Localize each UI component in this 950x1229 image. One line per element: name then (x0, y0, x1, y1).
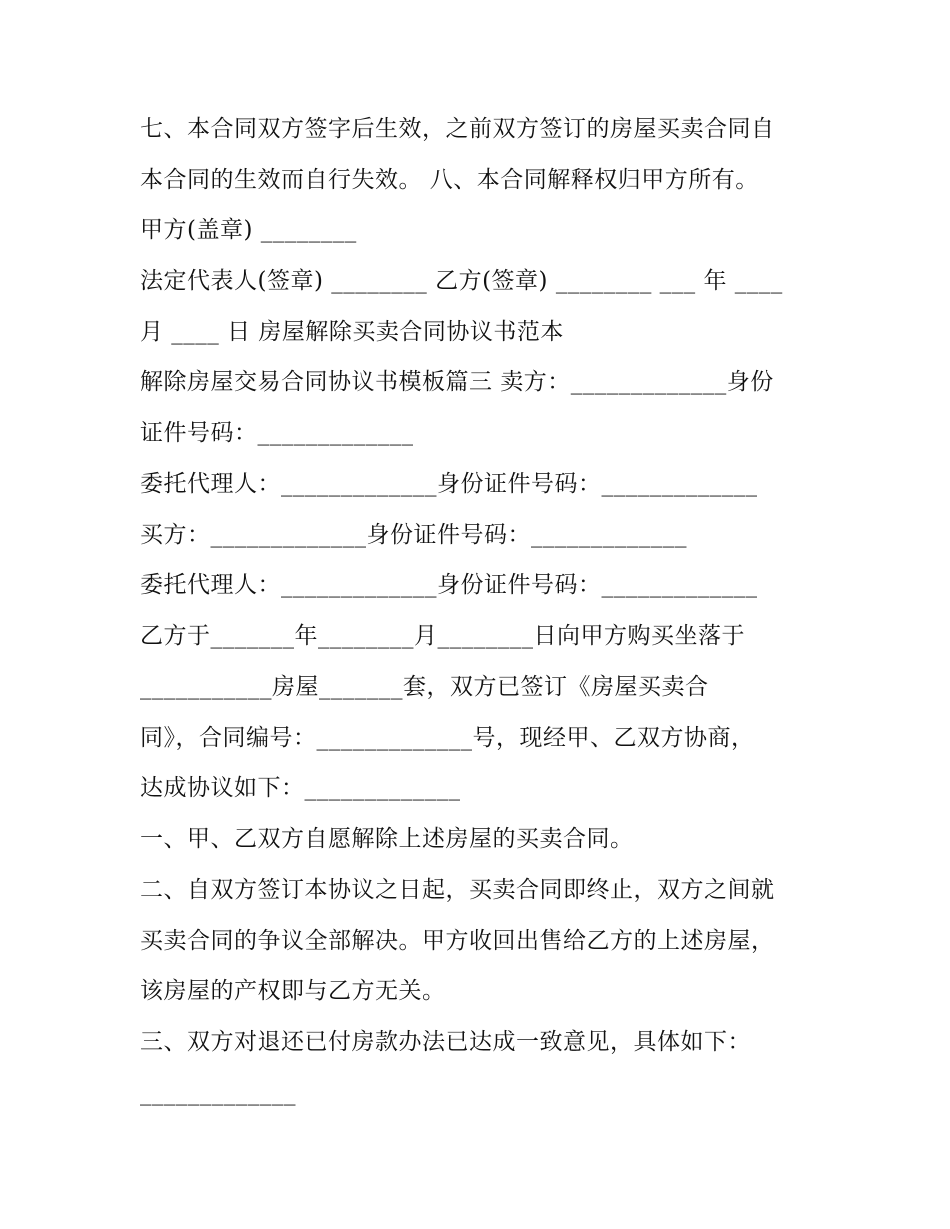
text-line: 甲方(盖章) ________ (140, 217, 357, 243)
text-line: 买卖合同的争议全部解决。甲方收回出售给乙方的上述房屋， (140, 928, 775, 954)
text-line: 三、双方对退还已付房款办法已达成一致意见，具体如下： (140, 1029, 751, 1055)
text-line: 该房屋的产权即与乙方无关。 (140, 978, 446, 1004)
text-line: 本合同的生效而自行失效。 八、本合同解释权归甲方所有。 (140, 167, 759, 193)
text-line: 乙方于_______年________月________日向甲方购买坐落于 (140, 623, 745, 649)
text-line: ___________房屋_______套，双方已签订《房屋买卖合 (140, 674, 709, 700)
text-line: 证件号码：_____________ (140, 420, 414, 446)
text-line: 二、自双方签订本协议之日起，买卖合同即终止，双方之间就 (140, 877, 775, 903)
text-line: 委托代理人：_____________身份证件号码：_____________ (140, 572, 758, 598)
text-line: _____________ (140, 1080, 296, 1106)
text-line: 解除房屋交易合同协议书模板篇三 卖方：_____________身份 (140, 369, 774, 395)
text-line: 月 ____ 日 房屋解除买卖合同协议书范本 (140, 319, 564, 345)
text-line: 七、本合同双方签字后生效，之前双方签订的房屋买卖合同自 (140, 116, 775, 142)
text-line: 法定代表人(签章) ________ 乙方(签章) ________ ___ 年 ____ (140, 268, 783, 294)
text-line: 达成协议如下：_____________ (140, 775, 461, 801)
text-line: 一、甲、乙双方自愿解除上述房屋的买卖合同。 (140, 826, 634, 852)
text-line: 同》，合同编号：_____________号，现经甲、乙双方协商， (140, 725, 755, 751)
text-line: 买方：_____________身份证件号码：_____________ (140, 522, 687, 548)
text-line: 委托代理人：_____________身份证件号码：_____________ (140, 471, 758, 497)
